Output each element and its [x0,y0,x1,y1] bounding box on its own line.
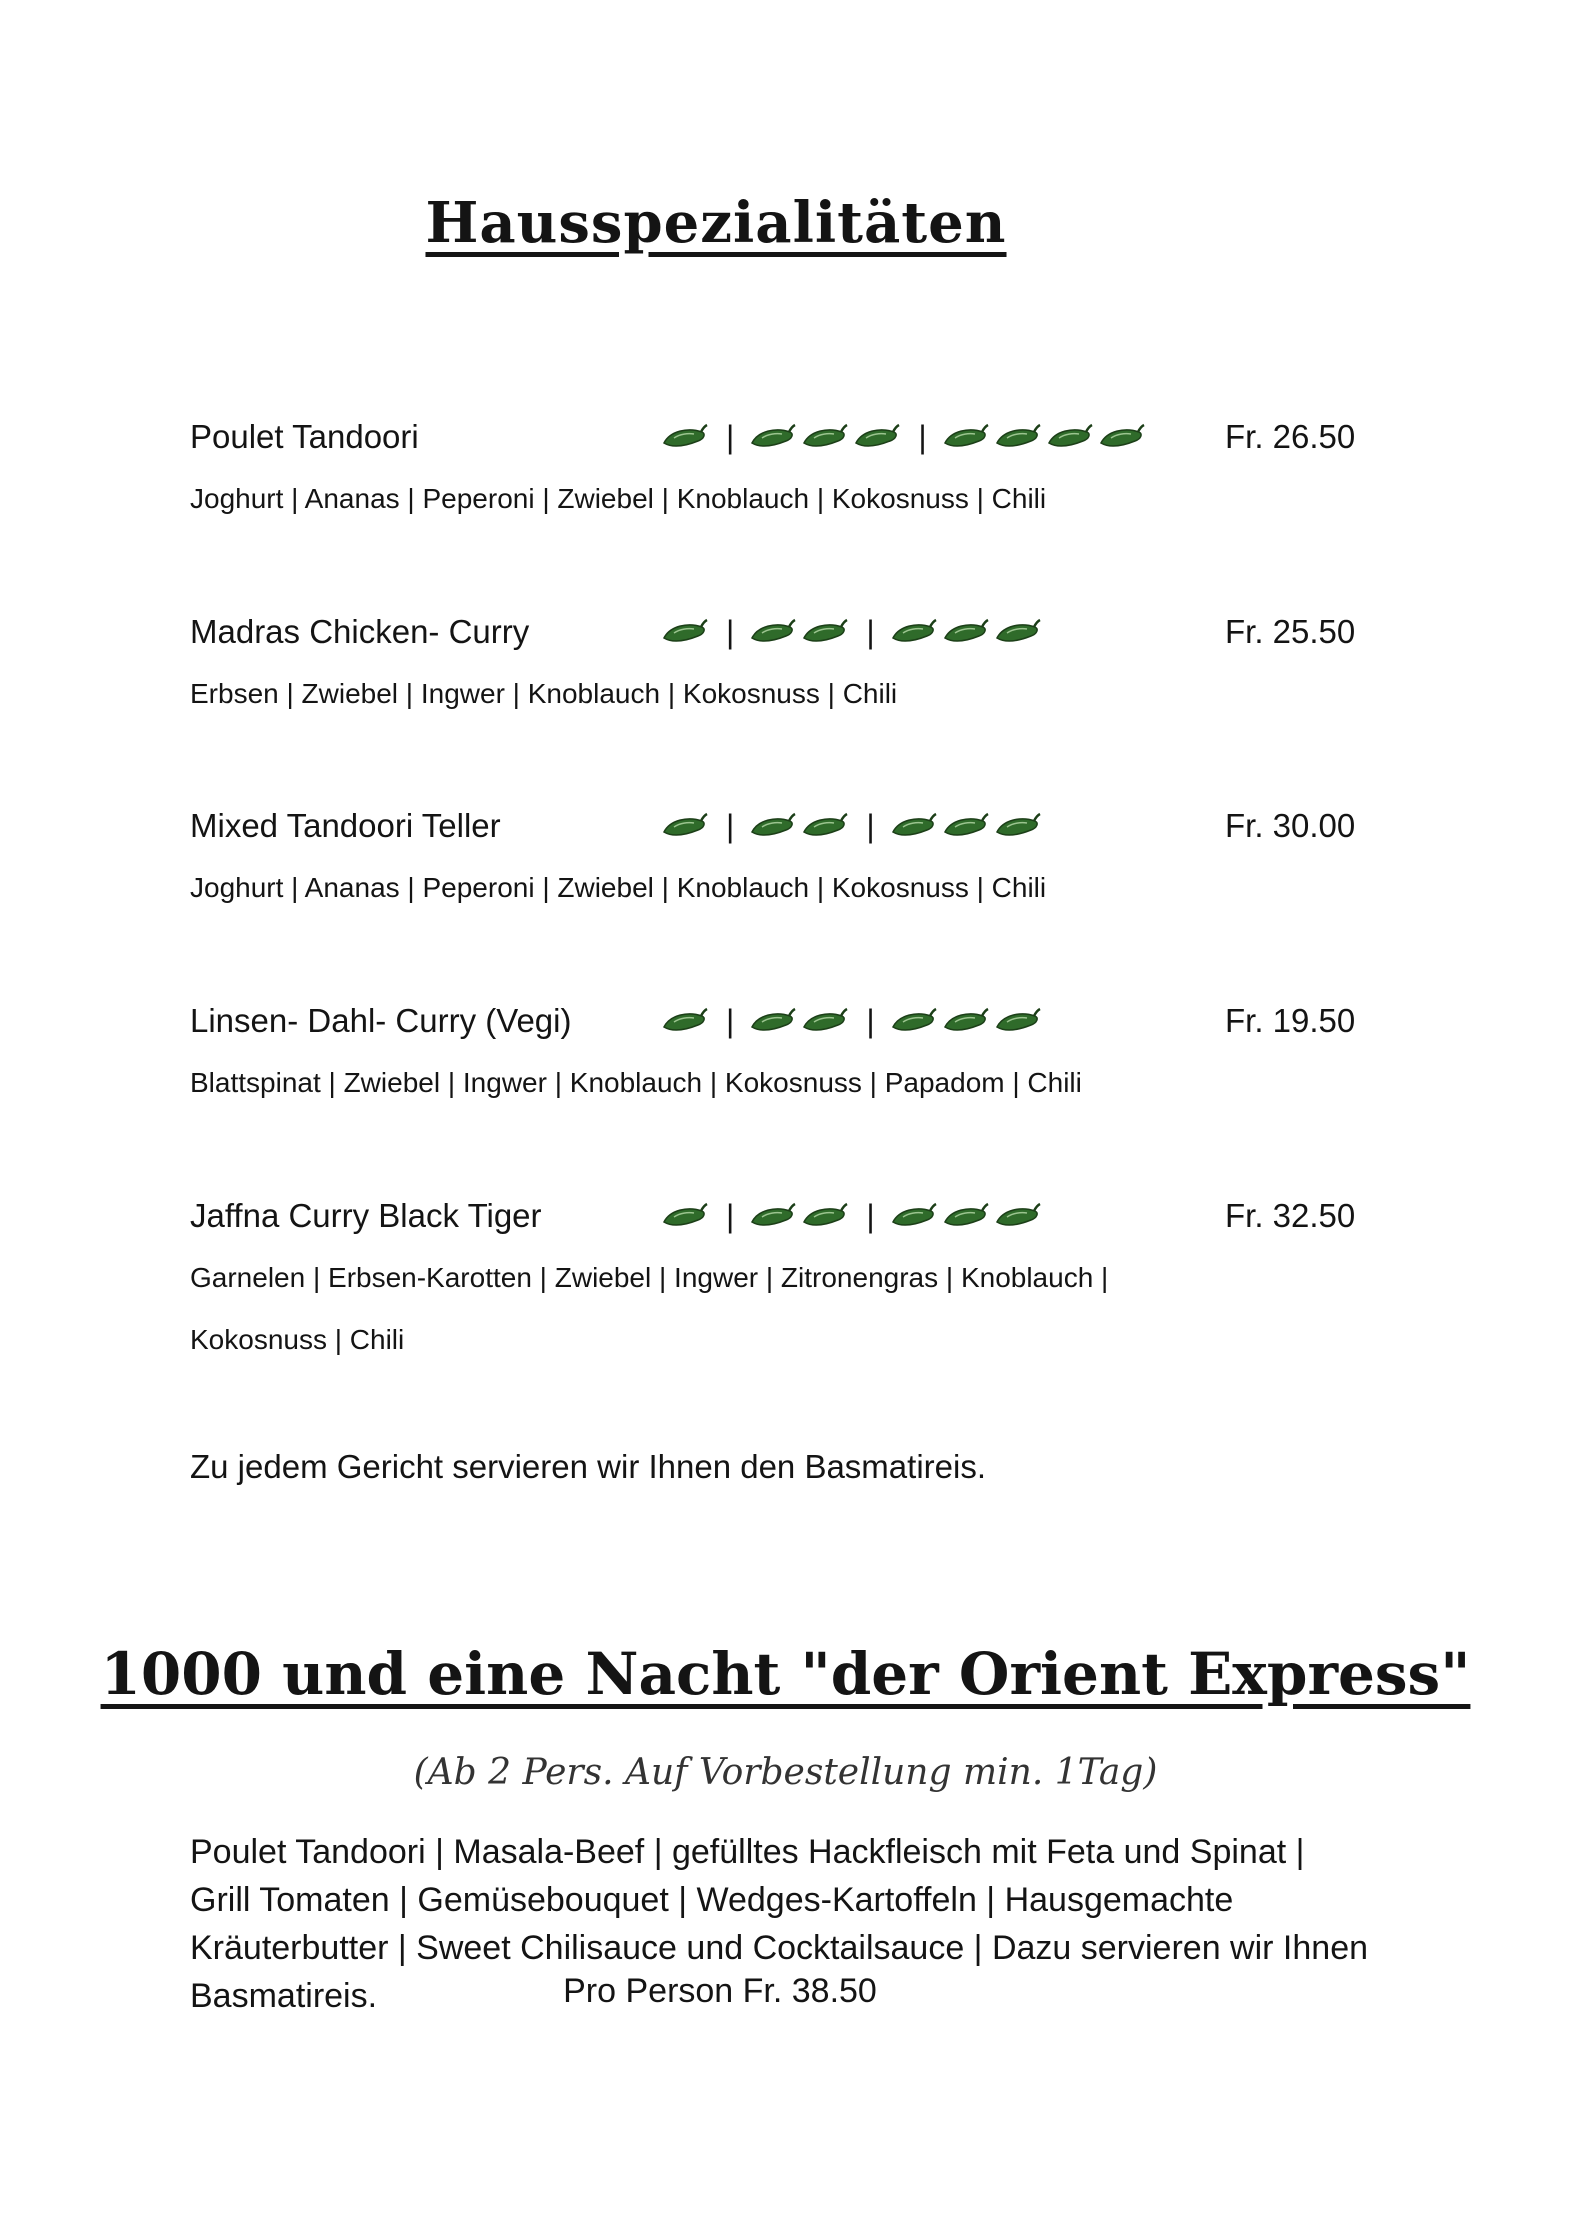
chili-pepper-icon [941,423,989,451]
heat-scale [660,801,1045,851]
chili-pepper-icon [800,1007,848,1035]
heat-level-group [660,1202,712,1230]
dish-item [190,996,1390,1114]
chili-pepper-icon [993,812,1041,840]
chili-pepper-icon [800,618,848,646]
dish-name: Poulet Tandoori [190,418,419,455]
heat-scale [660,607,1045,657]
heat-separator: | [726,1003,735,1039]
heat-separator: | [726,419,735,455]
heat-level-group [889,618,1045,646]
chili-pepper-icon [1045,423,1093,451]
heat-scale [660,996,1045,1046]
dish-name: Linsen- Dahl- Curry (Vegi) [190,1002,572,1039]
chili-pepper-icon [993,423,1041,451]
dish-item [190,607,1390,725]
dish-header-row [190,1191,1390,1241]
heat-scale [660,1191,1045,1241]
dish-item [190,1191,1390,1371]
page-title: Hausspezialitäten [425,190,1007,256]
orient-description: Poulet Tandoori | Masala-Beef | gefülltes Hackfleisch mit Feta und Spinat | Grill Tomaten | Gemüsebouquet | Wedges-Kartoffeln | Hausgemachte Kräuterbutter | Sweet Chilisauce und Cocktailsauce | Dazu servieren wir Ihnen Basmatireis. [190,1833,1369,2015]
heat-level-group [748,812,852,840]
heat-level-group [889,1202,1045,1230]
chili-pepper-icon [800,1202,848,1230]
dish-ingredients: Erbsen | Zwiebel | Ingwer | Knoblauch | Kokosnuss | Chili [190,678,898,709]
heat-level-group [748,1007,852,1035]
heat-level-group [889,1007,1045,1035]
chili-pepper-icon [748,812,796,840]
chili-pepper-icon [800,812,848,840]
chili-pepper-icon [748,618,796,646]
chili-pepper-icon [941,812,989,840]
heat-separator: | [726,614,735,650]
chili-pepper-icon [993,618,1041,646]
dish-price: Fr. 19.50 [1225,1002,1356,1039]
heat-level-group [748,618,852,646]
heat-separator: | [726,808,735,844]
orient-subtitle: (Ab 2 Pers. Auf Vorbestellung min. 1Tag) [413,1752,1158,1793]
chili-pepper-icon [889,618,937,646]
dish-name: Jaffna Curry Black Tiger [190,1197,542,1234]
heat-separator: | [866,1003,875,1039]
heat-separator: | [726,1198,735,1234]
heat-level-group [660,812,712,840]
chili-pepper-icon [993,1202,1041,1230]
heat-level-group [748,423,904,451]
dish-item [190,412,1390,530]
dish-price: Fr. 26.50 [1225,418,1356,455]
dish-header-row [190,996,1390,1046]
chili-pepper-icon [748,423,796,451]
chili-pepper-icon [660,812,708,840]
heat-level-group [660,423,712,451]
dish-name: Madras Chicken- Curry [190,613,530,650]
chili-pepper-icon [889,1202,937,1230]
dish-ingredients: Garnelen | Erbsen-Karotten | Zwiebel | Ingwer | Zitronengras | Knoblauch | Kokosnuss | Chili [190,1262,1109,1355]
chili-pepper-icon [660,1007,708,1035]
dish-price: Fr. 32.50 [1225,1197,1356,1234]
chili-pepper-icon [748,1007,796,1035]
chili-pepper-icon [941,1202,989,1230]
chili-pepper-icon [889,812,937,840]
dish-ingredients: Blattspinat | Zwiebel | Ingwer | Knoblauch | Kokosnuss | Papadom | Chili [190,1067,1082,1098]
section-title-orient: 1000 und eine Nacht "der Orient Express" [100,1640,1471,1708]
chili-pepper-icon [941,618,989,646]
heat-level-group [748,1202,852,1230]
heat-separator: | [866,1198,875,1234]
chili-pepper-icon [1097,423,1145,451]
chili-pepper-icon [993,1007,1041,1035]
chili-pepper-icon [660,423,708,451]
dish-item [190,801,1390,919]
heat-level-group [660,618,712,646]
heat-separator: | [866,614,875,650]
dish-header-row [190,607,1390,657]
heat-level-group [660,1007,712,1035]
dish-header-row [190,412,1390,462]
heat-separator: | [866,808,875,844]
heat-separator: | [918,419,927,455]
dish-name: Mixed Tandoori Teller [190,807,501,844]
dish-ingredients: Joghurt | Ananas | Peperoni | Zwiebel | Knoblauch | Kokosnuss | Chili [190,483,1047,514]
dish-ingredients: Joghurt | Ananas | Peperoni | Zwiebel | Knoblauch | Kokosnuss | Chili [190,872,1047,903]
heat-level-group [889,812,1045,840]
heat-level-group [941,423,1149,451]
heat-scale [660,412,1149,462]
rice-note: Zu jedem Gericht servieren wir Ihnen den Basmatireis. [190,1448,986,1485]
dish-price: Fr. 25.50 [1225,613,1356,650]
orient-price: Pro Person Fr. 38.50 [563,1972,877,2010]
chili-pepper-icon [660,1202,708,1230]
chili-pepper-icon [660,618,708,646]
chili-pepper-icon [800,423,848,451]
dish-price: Fr. 30.00 [1225,807,1356,844]
chili-pepper-icon [748,1202,796,1230]
dish-header-row [190,801,1390,851]
chili-pepper-icon [852,423,900,451]
chili-pepper-icon [941,1007,989,1035]
chili-pepper-icon [889,1007,937,1035]
